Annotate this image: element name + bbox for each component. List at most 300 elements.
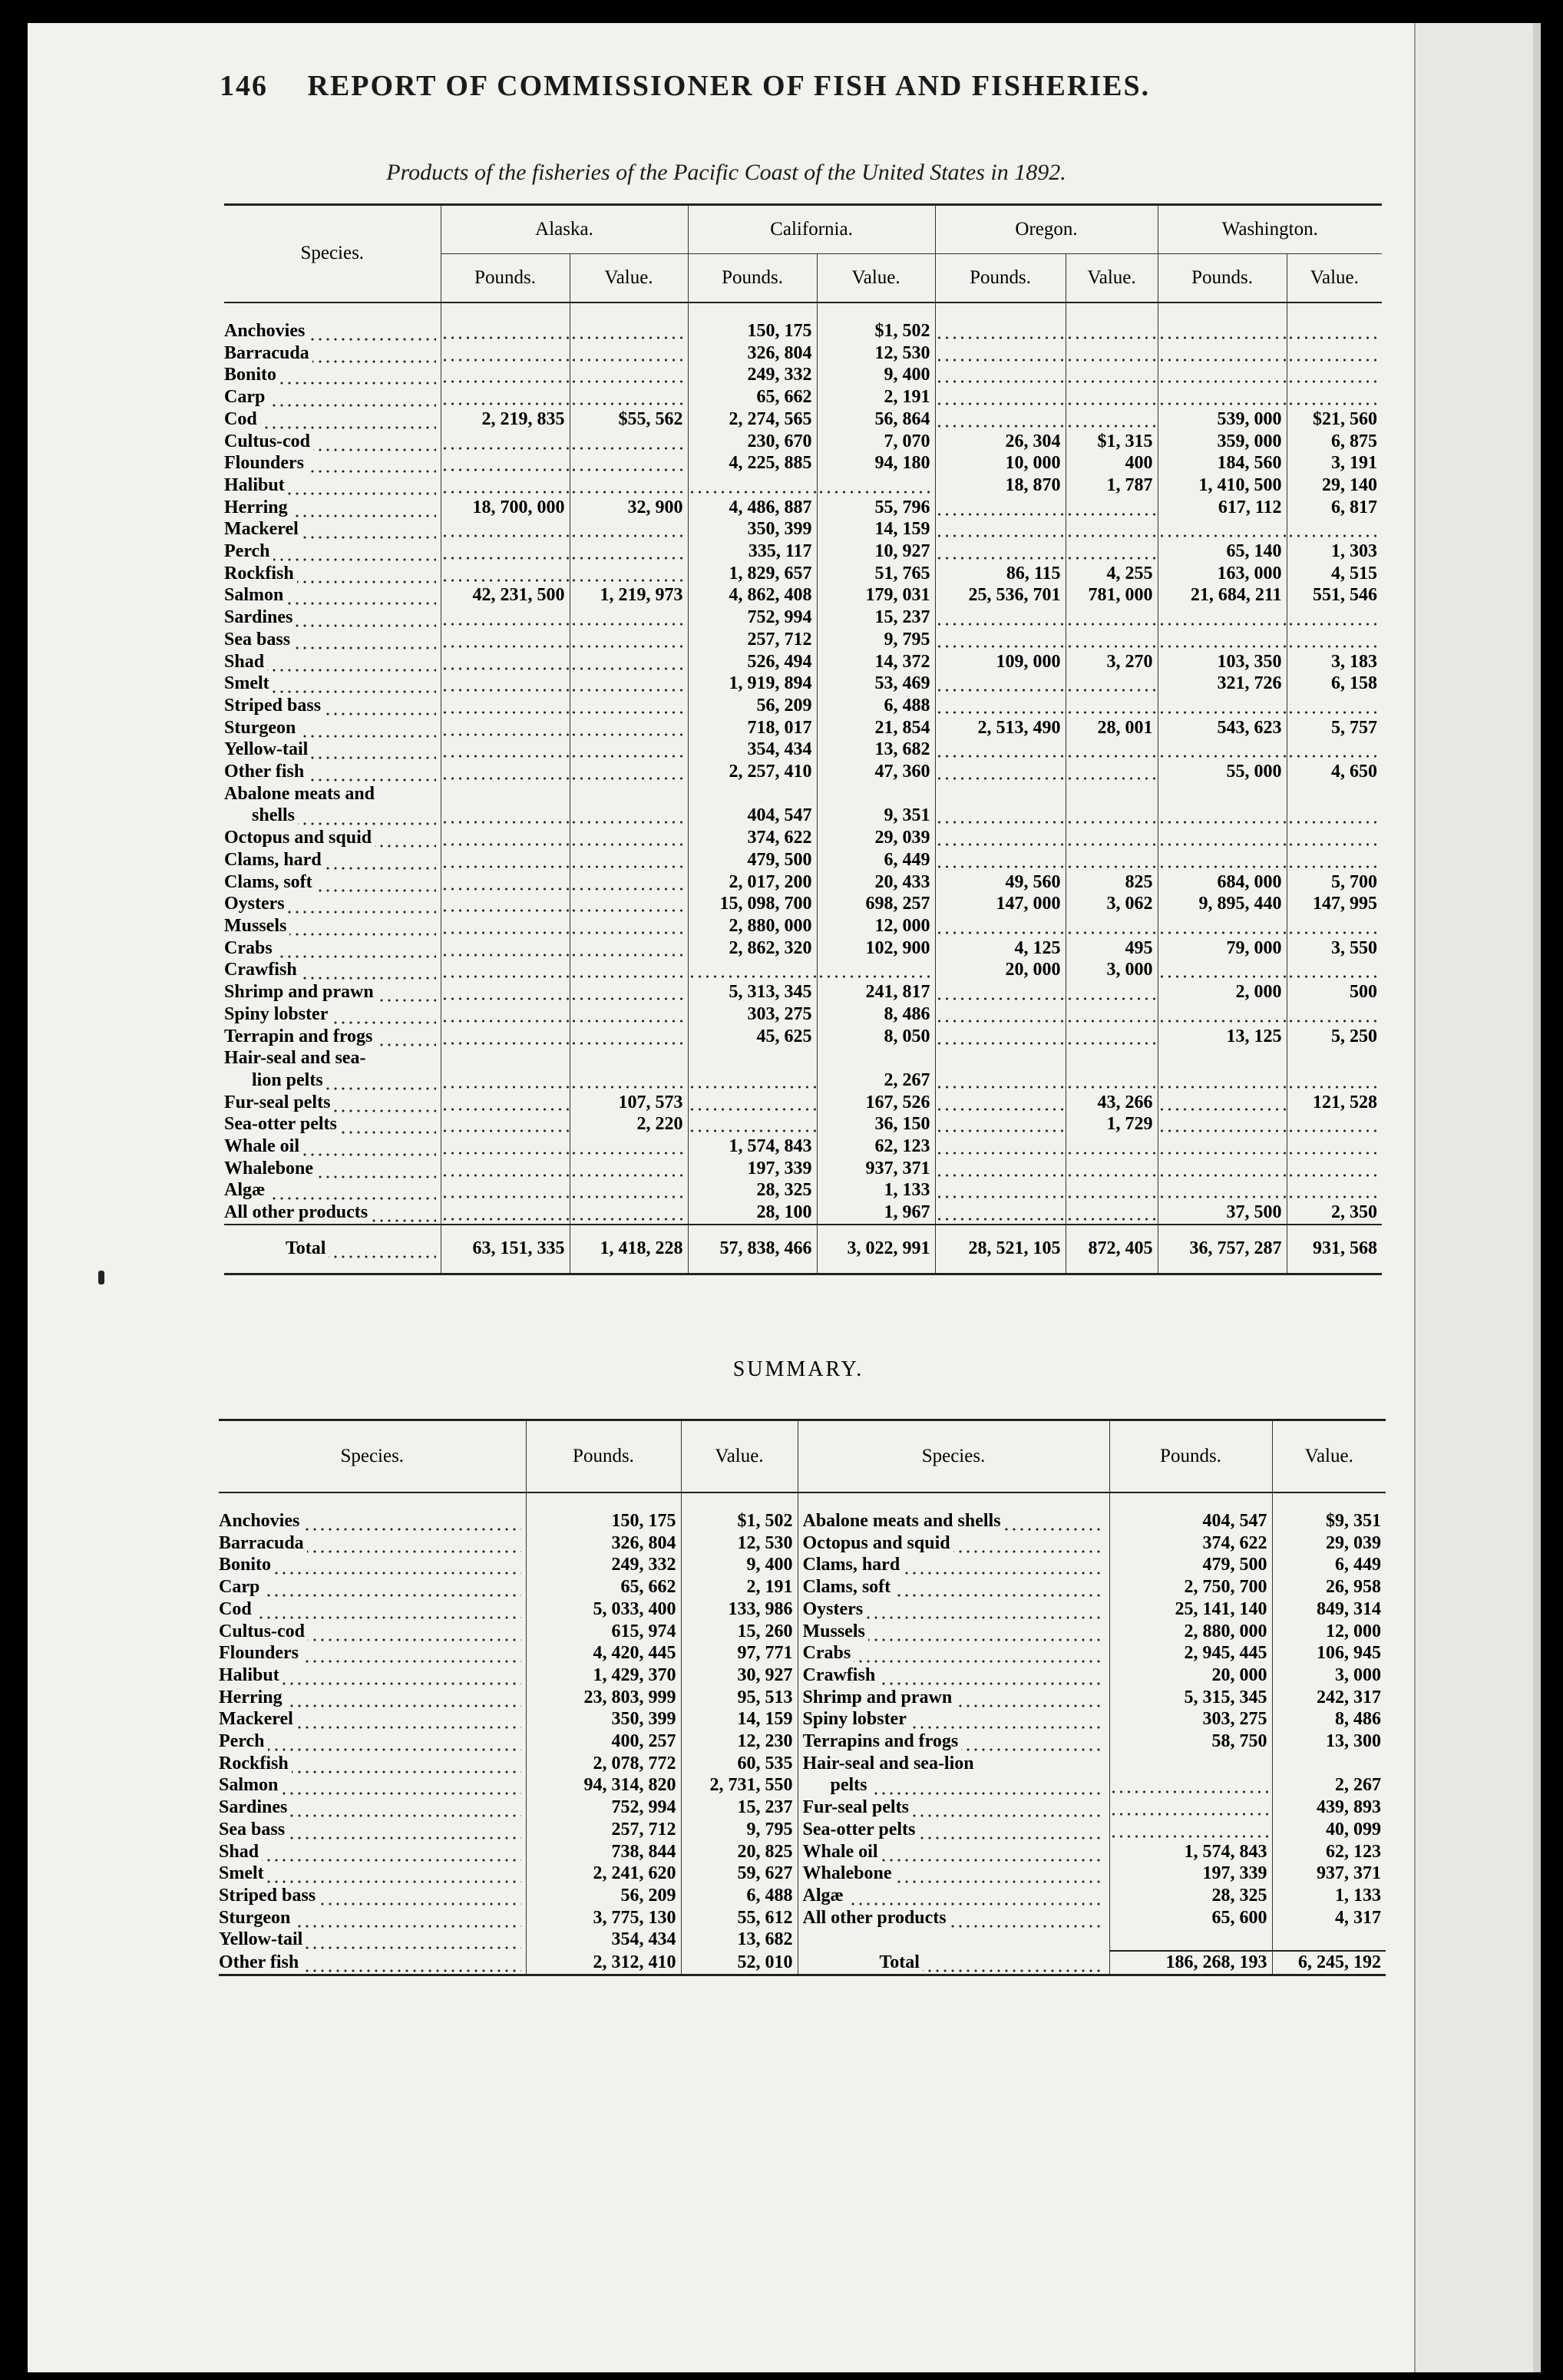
value-cell: [935, 1179, 1066, 1202]
value-cell: [570, 607, 688, 629]
species-name: Octopus and squid: [224, 828, 375, 848]
table-row: [224, 452, 1382, 474]
value-cell: 3, 550: [1287, 937, 1382, 960]
value-cell: [441, 1026, 570, 1048]
pounds-header: Pounds.: [688, 254, 817, 303]
value-cell: [1158, 805, 1287, 827]
species-name-cell: [798, 1554, 1109, 1576]
value-cell: [1066, 342, 1158, 365]
species-name-cell: [224, 1179, 441, 1202]
value-cell: [1158, 1113, 1287, 1135]
summary-pounds-cell: 2, 945, 445: [1109, 1642, 1272, 1664]
value-cell: [1158, 364, 1287, 386]
value-cell: 526, 494: [688, 651, 817, 673]
value-cell: 617, 112: [1158, 497, 1287, 519]
species-leader: [803, 1774, 1105, 1797]
summary-pounds-cell: 58, 750: [1109, 1730, 1272, 1753]
value-cell: [441, 1179, 570, 1202]
species-name-cell: [219, 1532, 526, 1555]
summary-row: [219, 1664, 1386, 1687]
value-cell: [935, 695, 1066, 717]
species-leader: [224, 739, 436, 761]
summary-value-cell: 97, 771: [681, 1642, 798, 1664]
table-row: [224, 1179, 1382, 1202]
value-cell: 28, 325: [688, 1179, 817, 1202]
species-name: Sturgeon: [219, 1908, 293, 1928]
value-cell: [688, 783, 817, 805]
value-cell: [1287, 342, 1382, 365]
table-row: [224, 695, 1382, 717]
value-cell: 103, 350: [1158, 651, 1287, 673]
species-name-cell: [224, 474, 441, 497]
value-cell: [935, 1158, 1066, 1180]
value-cell: [935, 827, 1066, 849]
species-leader: [803, 1664, 1105, 1687]
species-name: Smelt: [224, 673, 273, 693]
value-cell: [1066, 981, 1158, 1003]
value-cell: [570, 1202, 688, 1225]
value-cell: 55, 796: [817, 497, 935, 519]
species-name: Halibut: [224, 475, 288, 495]
summary-value-cell: 3, 000: [1272, 1664, 1386, 1687]
value-cell: [688, 1047, 817, 1069]
value-cell: 4, 255: [1066, 563, 1158, 585]
value-cell: [935, 981, 1066, 1003]
species-leader: [219, 1510, 521, 1532]
species-leader: [219, 1687, 521, 1709]
species-name-cell: [798, 1730, 1109, 1753]
value-cell: [570, 452, 688, 474]
value-cell: 14, 159: [817, 518, 935, 540]
value-cell: 29, 039: [817, 827, 935, 849]
species-name: Salmon: [219, 1775, 281, 1795]
species-leader: [803, 1841, 1105, 1863]
pounds-header: Pounds.: [1158, 254, 1287, 303]
products-table: [224, 203, 1382, 1275]
species-leader: [224, 893, 436, 915]
value-cell: [1287, 915, 1382, 937]
table-row: [224, 827, 1382, 849]
species-leader: [224, 518, 436, 540]
table-row: [224, 1003, 1382, 1026]
species-name: Sardines: [219, 1797, 290, 1817]
summary-pounds-cell: 25, 141, 140: [1109, 1598, 1272, 1621]
value-cell: [688, 1092, 817, 1114]
species-name: Barracuda: [224, 343, 312, 363]
value-cell: 3, 062: [1066, 893, 1158, 915]
value-cell: 37, 500: [1158, 1202, 1287, 1225]
value-cell: [1158, 1179, 1287, 1202]
species-leader: [803, 1708, 1105, 1730]
species-name-cell: [798, 1753, 1109, 1775]
value-cell: [441, 540, 570, 563]
summary-value-cell: 6, 449: [1272, 1554, 1386, 1576]
page-edge-shadow: [1533, 23, 1541, 2372]
value-cell: 15, 237: [817, 607, 935, 629]
value-cell: 107, 573: [570, 1092, 688, 1114]
value-cell: [441, 761, 570, 783]
value-cell: 241, 817: [817, 981, 935, 1003]
summary-value-cell: 15, 260: [681, 1621, 798, 1643]
value-cell: [570, 364, 688, 386]
value-cell: [935, 849, 1066, 871]
table-row: [224, 1069, 1382, 1092]
value-cell: 6, 158: [1287, 673, 1382, 695]
summary-value-cell: 59, 627: [681, 1863, 798, 1885]
value-cell: [570, 518, 688, 540]
value-cell: [935, 518, 1066, 540]
species-name: Halibut: [219, 1665, 283, 1685]
species-leader: [803, 1797, 1105, 1819]
value-cell: 3, 191: [1287, 452, 1382, 474]
value-cell: [441, 452, 570, 474]
value-cell: [441, 893, 570, 915]
summary-pounds-cell: 2, 078, 772: [526, 1753, 681, 1775]
species-leader: [219, 1554, 521, 1576]
value-cell: [1287, 1113, 1382, 1135]
value-cell: 2, 257, 410: [688, 761, 817, 783]
value-cell: [1066, 673, 1158, 695]
value-header: Value.: [1287, 254, 1382, 303]
species-name-cell: [224, 320, 441, 342]
table-row: [224, 981, 1382, 1003]
summary-row: [219, 1532, 1386, 1555]
value-cell: [935, 739, 1066, 761]
total-value-cell: 3, 022, 991: [817, 1225, 935, 1274]
value-cell: 2, 880, 000: [688, 915, 817, 937]
table-row: [224, 805, 1382, 827]
value-cell: 350, 399: [688, 518, 817, 540]
species-leader: [224, 805, 436, 827]
summary-value-cell: 9, 795: [681, 1819, 798, 1841]
species-leader: [224, 981, 436, 1003]
value-cell: 79, 000: [1158, 937, 1287, 960]
value-cell: [1287, 1135, 1382, 1158]
value-cell: 539, 000: [1158, 408, 1287, 431]
value-cell: [441, 871, 570, 894]
summary-pounds-cell: 20, 000: [1109, 1664, 1272, 1687]
value-cell: [935, 915, 1066, 937]
value-cell: 1, 829, 657: [688, 563, 817, 585]
table-row: [224, 1026, 1382, 1048]
species-name-cell: [219, 1510, 526, 1532]
value-cell: 1, 219, 973: [570, 584, 688, 607]
species-name-cell: [219, 1774, 526, 1797]
value-cell: 404, 547: [688, 805, 817, 827]
species-name-cell: [219, 1642, 526, 1664]
total-value-cell: 36, 757, 287: [1158, 1225, 1287, 1274]
value-cell: [1287, 386, 1382, 408]
species-leader: [219, 1664, 521, 1687]
summary-pounds-cell: 1, 429, 370: [526, 1664, 681, 1687]
species-leader: [224, 1026, 436, 1048]
species-leader: [219, 1774, 521, 1797]
value-cell: [570, 540, 688, 563]
summary-row: [219, 1554, 1386, 1576]
value-cell: [1066, 364, 1158, 386]
species-leader: [803, 1687, 1105, 1709]
value-cell: 43, 266: [1066, 1092, 1158, 1114]
value-cell: 781, 000: [1066, 584, 1158, 607]
species-name-cell: [798, 1951, 1109, 1975]
value-cell: 1, 967: [817, 1202, 935, 1225]
species-leader: [803, 1621, 1105, 1643]
species-name: Whale oil: [224, 1136, 302, 1156]
species-name-cell: [219, 1753, 526, 1775]
value-cell: 109, 000: [935, 651, 1066, 673]
species-name: Anchovies: [219, 1511, 302, 1531]
species-name: Striped bass: [224, 696, 324, 716]
species-name-cell: [798, 1642, 1109, 1664]
species-name: Whalebone: [224, 1159, 316, 1178]
value-cell: [817, 959, 935, 981]
species-name: Perch: [224, 541, 273, 561]
species-name-cell: [798, 1708, 1109, 1730]
value-cell: 45, 625: [688, 1026, 817, 1048]
value-cell: 321, 726: [1158, 673, 1287, 695]
species-name-cell: [219, 1621, 526, 1643]
value-cell: 56, 864: [817, 408, 935, 431]
species-leader: [224, 1158, 436, 1180]
summary-value-cell: 14, 159: [681, 1708, 798, 1730]
summary-value-cell: 52, 010: [681, 1951, 798, 1975]
species-name: Flounders: [224, 453, 307, 473]
value-cell: 94, 180: [817, 452, 935, 474]
species-leader: [219, 1753, 521, 1775]
summary-pounds-cell: 5, 315, 345: [1109, 1687, 1272, 1709]
summary-pounds-cell: 56, 209: [526, 1885, 681, 1907]
species-name-cell: [224, 1135, 441, 1158]
summary-value-cell: 60, 535: [681, 1753, 798, 1775]
total-value-cell: 872, 405: [1066, 1225, 1158, 1274]
value-cell: [441, 673, 570, 695]
value-cell: 42, 231, 500: [441, 584, 570, 607]
value-cell: [1158, 1092, 1287, 1114]
summary-pounds-cell: 326, 804: [526, 1532, 681, 1555]
table-row: [224, 518, 1382, 540]
species-leader: [803, 1576, 1105, 1598]
value-cell: 121, 528: [1287, 1092, 1382, 1114]
value-cell: 1, 410, 500: [1158, 474, 1287, 497]
summary-pounds-cell: [1109, 1819, 1272, 1841]
value-cell: [441, 849, 570, 871]
value-cell: [570, 959, 688, 981]
species-leader: [224, 629, 436, 651]
value-cell: [1287, 805, 1382, 827]
value-cell: [935, 1003, 1066, 1026]
summary-row: [219, 1730, 1386, 1753]
species-name-cell: [219, 1841, 526, 1863]
species-name: Flounders: [219, 1643, 302, 1663]
summary-value-header: Value.: [1272, 1420, 1386, 1493]
species-leader: [224, 386, 436, 408]
value-cell: 12, 530: [817, 342, 935, 365]
value-cell: 12, 000: [817, 915, 935, 937]
species-leader: [219, 1642, 521, 1664]
value-cell: 257, 712: [688, 629, 817, 651]
summary-row: [219, 1687, 1386, 1709]
value-cell: [1066, 320, 1158, 342]
value-cell: [570, 386, 688, 408]
summary-row: [219, 1774, 1386, 1797]
value-cell: 25, 536, 701: [935, 584, 1066, 607]
value-cell: 197, 339: [688, 1158, 817, 1180]
value-cell: [1287, 849, 1382, 871]
value-cell: [935, 1026, 1066, 1048]
summary-pounds-cell: 28, 325: [1109, 1885, 1272, 1907]
species-leader: [224, 607, 436, 629]
species-name-cell: [224, 563, 441, 585]
table-row: [224, 651, 1382, 673]
species-name-cell: [224, 1113, 441, 1135]
value-cell: [570, 1069, 688, 1092]
value-cell: [935, 342, 1066, 365]
value-cell: [570, 1047, 688, 1069]
value-cell: [570, 673, 688, 695]
summary-value-cell: 40, 099: [1272, 1819, 1386, 1841]
value-cell: [1066, 629, 1158, 651]
value-cell: [1066, 739, 1158, 761]
species-leader: [224, 408, 436, 431]
species-leader: [219, 1952, 521, 1974]
value-cell: [1158, 783, 1287, 805]
value-cell: [441, 981, 570, 1003]
table-row: [224, 871, 1382, 894]
species-name-cell: [798, 1885, 1109, 1907]
species-leader: [224, 320, 436, 342]
summary-value-cell: 20, 825: [681, 1841, 798, 1863]
table-row: [224, 915, 1382, 937]
value-cell: [1066, 805, 1158, 827]
value-cell: 6, 817: [1287, 497, 1382, 519]
value-cell: 1, 574, 843: [688, 1135, 817, 1158]
species-name: [803, 1929, 806, 1949]
species-name: Carp: [219, 1577, 263, 1597]
value-cell: [1287, 1069, 1382, 1092]
value-cell: [1158, 1135, 1287, 1158]
value-cell: [441, 320, 570, 342]
value-cell: 2, 274, 565: [688, 408, 817, 431]
species-name-cell: [224, 871, 441, 894]
value-cell: [441, 431, 570, 453]
species-leader: [219, 1532, 521, 1555]
summary-value-cell: 12, 230: [681, 1730, 798, 1753]
value-cell: 20, 000: [935, 959, 1066, 981]
species-leader: [224, 364, 436, 386]
species-leader: [224, 342, 436, 365]
summary-species-header: Species.: [340, 1445, 405, 1466]
species-leader: [219, 1819, 521, 1841]
value-cell: [1287, 739, 1382, 761]
summary-value-cell: 55, 612: [681, 1907, 798, 1929]
summary-pounds-cell: [1109, 1774, 1272, 1797]
pounds-header: Pounds.: [441, 254, 570, 303]
summary-row: [219, 1885, 1386, 1907]
species-leader: [803, 1863, 1105, 1885]
summary-pounds-cell: 404, 547: [1109, 1510, 1272, 1532]
value-cell: [570, 717, 688, 739]
value-cell: 28, 100: [688, 1202, 817, 1225]
value-cell: 718, 017: [688, 717, 817, 739]
value-cell: [441, 959, 570, 981]
value-cell: 10, 927: [817, 540, 935, 563]
species-name-cell: [219, 1885, 526, 1907]
summary-pounds-cell: 249, 332: [526, 1554, 681, 1576]
species-name-cell: [798, 1797, 1109, 1819]
value-cell: [570, 342, 688, 365]
species-name-cell: [224, 364, 441, 386]
table-row: [224, 584, 1382, 607]
value-cell: [1066, 1047, 1158, 1069]
value-cell: [935, 805, 1066, 827]
value-cell: [1066, 518, 1158, 540]
value-cell: [1287, 827, 1382, 849]
value-header: Value.: [817, 254, 935, 303]
value-cell: [1066, 1003, 1158, 1026]
summary-value-cell: $1, 502: [681, 1510, 798, 1532]
page-number: 146: [220, 70, 268, 102]
species-name: Mussels: [803, 1621, 868, 1641]
value-cell: 21, 684, 211: [1158, 584, 1287, 607]
value-cell: [570, 981, 688, 1003]
species-name-cell: [798, 1929, 1109, 1951]
species-name-cell: [224, 805, 441, 827]
value-cell: 102, 900: [817, 937, 935, 960]
value-cell: [1066, 1179, 1158, 1202]
value-cell: [688, 959, 817, 981]
summary-value-cell: $9, 351: [1272, 1510, 1386, 1532]
value-cell: [441, 342, 570, 365]
species-name-cell: [219, 1576, 526, 1598]
species-leader: [224, 584, 436, 607]
value-cell: $55, 562: [570, 408, 688, 431]
value-cell: [935, 607, 1066, 629]
species-name: Hair-seal and sea-: [224, 1048, 368, 1068]
value-cell: [1066, 497, 1158, 519]
species-name: All other products: [224, 1202, 371, 1222]
value-cell: [441, 386, 570, 408]
value-cell: 937, 371: [817, 1158, 935, 1180]
species-name-cell: [224, 937, 441, 960]
value-cell: [1287, 783, 1382, 805]
summary-pounds-cell: 738, 844: [526, 1841, 681, 1863]
summary-title: SUMMARY.: [732, 1357, 864, 1381]
value-cell: [1287, 607, 1382, 629]
value-cell: [935, 540, 1066, 563]
summary-value-cell: 242, 317: [1272, 1687, 1386, 1709]
value-cell: [570, 849, 688, 871]
value-cell: 150, 175: [688, 320, 817, 342]
table-row: [224, 937, 1382, 960]
species-name: Anchovies: [224, 321, 308, 341]
value-cell: [1066, 1158, 1158, 1180]
table-row: [224, 783, 1382, 805]
value-cell: [1158, 695, 1287, 717]
species-name-cell: [224, 386, 441, 408]
value-cell: 163, 000: [1158, 563, 1287, 585]
species-name-cell: [798, 1819, 1109, 1841]
species-name-cell: [224, 1069, 441, 1092]
value-cell: 2, 000: [1158, 981, 1287, 1003]
value-cell: [935, 783, 1066, 805]
value-cell: [1287, 518, 1382, 540]
species-name-cell: [224, 1225, 441, 1274]
species-name-cell: [798, 1841, 1109, 1863]
species-name-cell: [798, 1664, 1109, 1687]
species-name: Sea-otter pelts: [224, 1114, 340, 1134]
value-cell: 359, 000: [1158, 431, 1287, 453]
species-leader: [803, 1929, 1105, 1951]
